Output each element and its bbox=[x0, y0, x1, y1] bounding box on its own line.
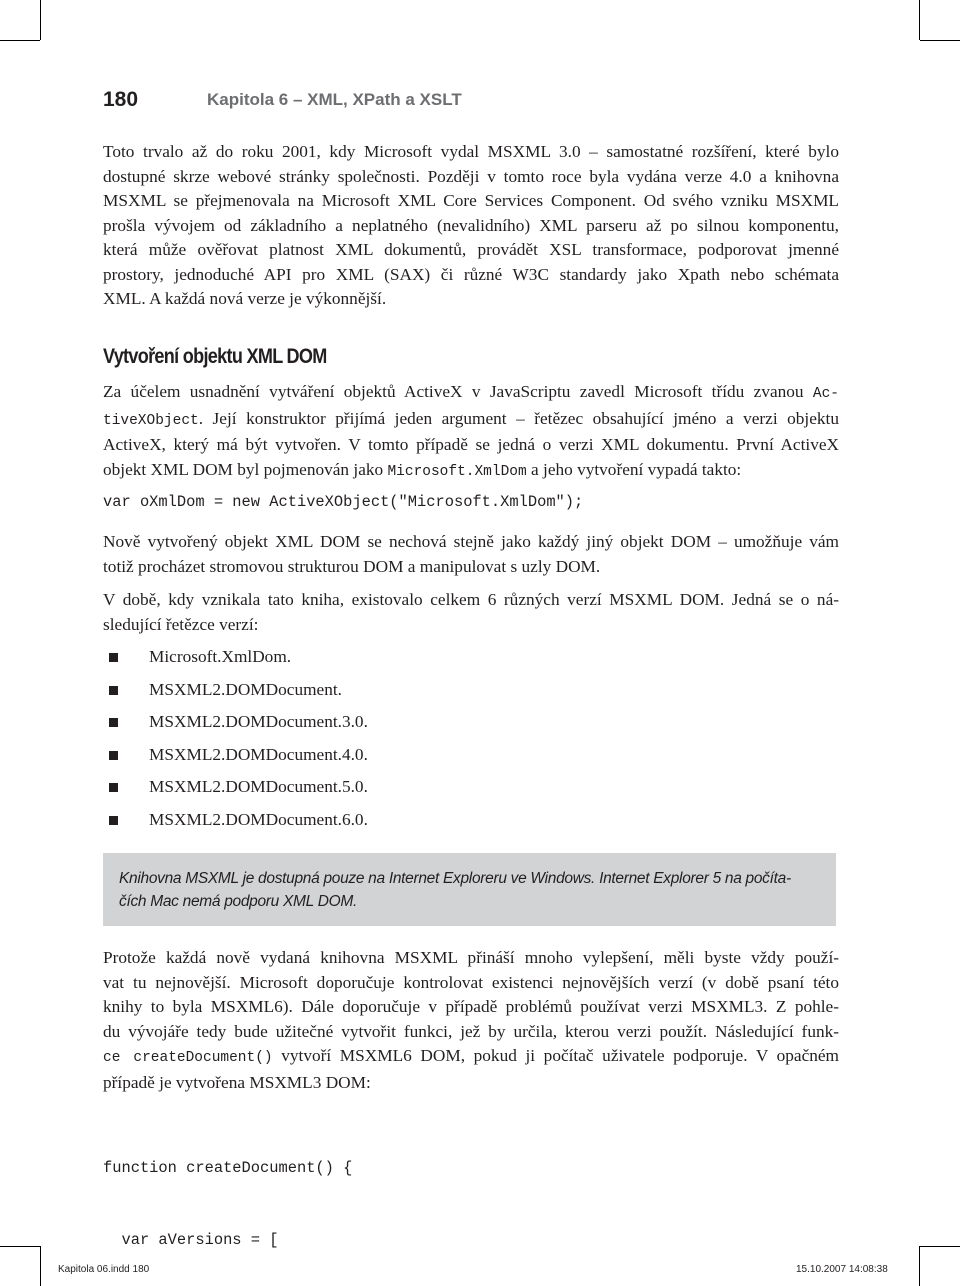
text-line bbox=[103, 380, 839, 407]
text-line: Protože každá nově vydaná knihovna MSXML přináší mnoho vylepšení, měli byste vždy použí- bbox=[103, 948, 839, 967]
paragraph-recommendation bbox=[103, 946, 839, 1095]
text-line: knihy to byla MSXML6). Dále doporučuje v případě problémů používat verzi MSXML3. Z pohle- bbox=[103, 997, 839, 1016]
inline-text: objekt XML DOM byl pojmenován jako bbox=[103, 459, 388, 479]
crop-mark bbox=[920, 1246, 960, 1247]
code-block-create-xmldom: var oXmlDom = new ActiveXObject("Microsoft.XmlDom"); bbox=[103, 493, 584, 511]
crop-mark bbox=[0, 40, 40, 41]
text-line: prošla vývojem od základního a neplatného (nevalidního) XML parseru až po silnou komponentu, bbox=[103, 215, 839, 235]
text-line bbox=[103, 407, 839, 434]
crop-mark bbox=[919, 1246, 920, 1286]
code-line: var aVersions = [ bbox=[103, 1231, 279, 1249]
inline-code: tiveXObject bbox=[103, 412, 199, 429]
crop-mark bbox=[920, 40, 960, 41]
note-line: Knihovna MSXML je dostupná pouze na Internet Exploreru ve Windows. Internet Explorer 5 na počíta- bbox=[119, 870, 791, 887]
text-line: MSXML se přejmenovala na Microsoft XML Core Services Component. Od svého vzniku MSXML bbox=[103, 191, 839, 210]
chapter-title: Kapitola 6 – XML, XPath a XSLT bbox=[207, 90, 462, 109]
crop-mark bbox=[919, 0, 920, 40]
list-item-text: MSXML2.DOMDocument.3.0. bbox=[149, 712, 368, 732]
section-heading: Vytvoření objektu XML DOM bbox=[103, 345, 327, 368]
paragraph-activex-intro bbox=[103, 380, 839, 484]
inline-text: Za účelem usnadnění vytváření objektů ActiveX v JavaScriptu zavedl Microsoft třídu zvanou bbox=[103, 382, 813, 401]
list-item-text: MSXML2.DOMDocument.5.0. bbox=[149, 777, 368, 797]
text-line bbox=[103, 458, 839, 485]
bullet-square-icon bbox=[109, 653, 118, 662]
bullet-square-icon bbox=[109, 783, 118, 792]
paragraph-msxml-history bbox=[103, 140, 839, 312]
text-line: du vývojáře tedy bude užitečné vytvořit funkci, jež by určila, kterou verzi použít. Následující funk- bbox=[103, 1021, 839, 1041]
paragraph-dom-behavior bbox=[103, 530, 839, 579]
text-line bbox=[103, 1044, 839, 1071]
text-line: Toto trvalo až do roku 2001, kdy Microsoft vydal MSXML 3.0 – samostatné rozšíření, které bylo bbox=[103, 142, 839, 161]
crop-mark bbox=[40, 0, 41, 40]
text-line: Nově vytvořený objekt XML DOM se nechová stejně jako každý jiný objekt DOM – umožňuje vám bbox=[103, 532, 839, 551]
text-line: XML. A každá nová verze je výkonnější. bbox=[103, 289, 387, 308]
text-line: V době, kdy vznikala tato kniha, existovalo celkem 6 různých verzí MSXML DOM. Jedná se o ná- bbox=[103, 590, 839, 609]
inline-code: Microsoft.XmlDom bbox=[387, 463, 527, 480]
inline-text: vytvoří MSXML6 DOM, pokud ji počítač uživatele podporuje. V opačném bbox=[272, 1046, 839, 1065]
inline-code: Ac- bbox=[812, 386, 839, 402]
text-line: vat tu nejnovější. Microsoft doporučuje kontrolovat existenci nejnovějších verzí (v době psaní této bbox=[103, 972, 839, 992]
inline-code: ce createDocument() bbox=[103, 1050, 273, 1066]
bullet-square-icon bbox=[109, 816, 118, 825]
list-item-text: MSXML2.DOMDocument. bbox=[149, 679, 342, 699]
text-line: prostory, jednoduché API pro XML (SAX) či různé W3C standardy jako Xpath nebo schémata bbox=[103, 264, 839, 284]
slug-file-info: Kapitola 06.indd 180 bbox=[58, 1264, 150, 1275]
bullet-square-icon bbox=[109, 686, 118, 695]
crop-mark bbox=[0, 1246, 40, 1247]
inline-text: a jeho vytvoření vypadá takto: bbox=[526, 459, 742, 479]
text-line: dostupné skrze webové stránky společnosti. Později v tomto roce byla vydána verze 4.0 a knihovna bbox=[103, 166, 839, 186]
text-line: která může ověřovat platnost XML dokumentů, provádět XSL transformace, podporovat jmenné bbox=[103, 240, 839, 259]
inline-text: . Její konstruktor přijímá jeden argument – řetězec obsahující jméno a verzi objektu bbox=[198, 408, 839, 428]
bullet-square-icon bbox=[109, 718, 118, 727]
code-line: function createDocument() { bbox=[103, 1159, 353, 1177]
text-line: případě je vytvořena MSXML3 DOM: bbox=[103, 1072, 371, 1092]
page-number: 180 bbox=[103, 88, 139, 111]
text-line: ActiveX, který má být vytvořen. V tomto případě se jedná o verzi XML dokumentu. První ActiveX bbox=[103, 435, 839, 454]
note-box bbox=[103, 853, 836, 926]
paragraph-versions-intro bbox=[103, 588, 839, 637]
text-line: totiž procházet stromovou strukturou DOM a manipulovat s uzly DOM. bbox=[103, 556, 601, 576]
slug-timestamp: 15.10.2007 14:08:38 bbox=[796, 1264, 888, 1275]
list-item-text: Microsoft.XmlDom. bbox=[149, 647, 292, 666]
list-item-text: MSXML2.DOMDocument.4.0. bbox=[149, 744, 368, 764]
bullet-square-icon bbox=[109, 751, 118, 760]
list-item-text: MSXML2.DOMDocument.6.0. bbox=[149, 809, 368, 829]
note-line: čích Mac nemá podporu XML DOM. bbox=[119, 893, 357, 910]
code-block-create-document bbox=[103, 1108, 352, 1276]
crop-mark bbox=[40, 1246, 41, 1286]
text-line: sledující řetězce verzí: bbox=[103, 614, 259, 634]
